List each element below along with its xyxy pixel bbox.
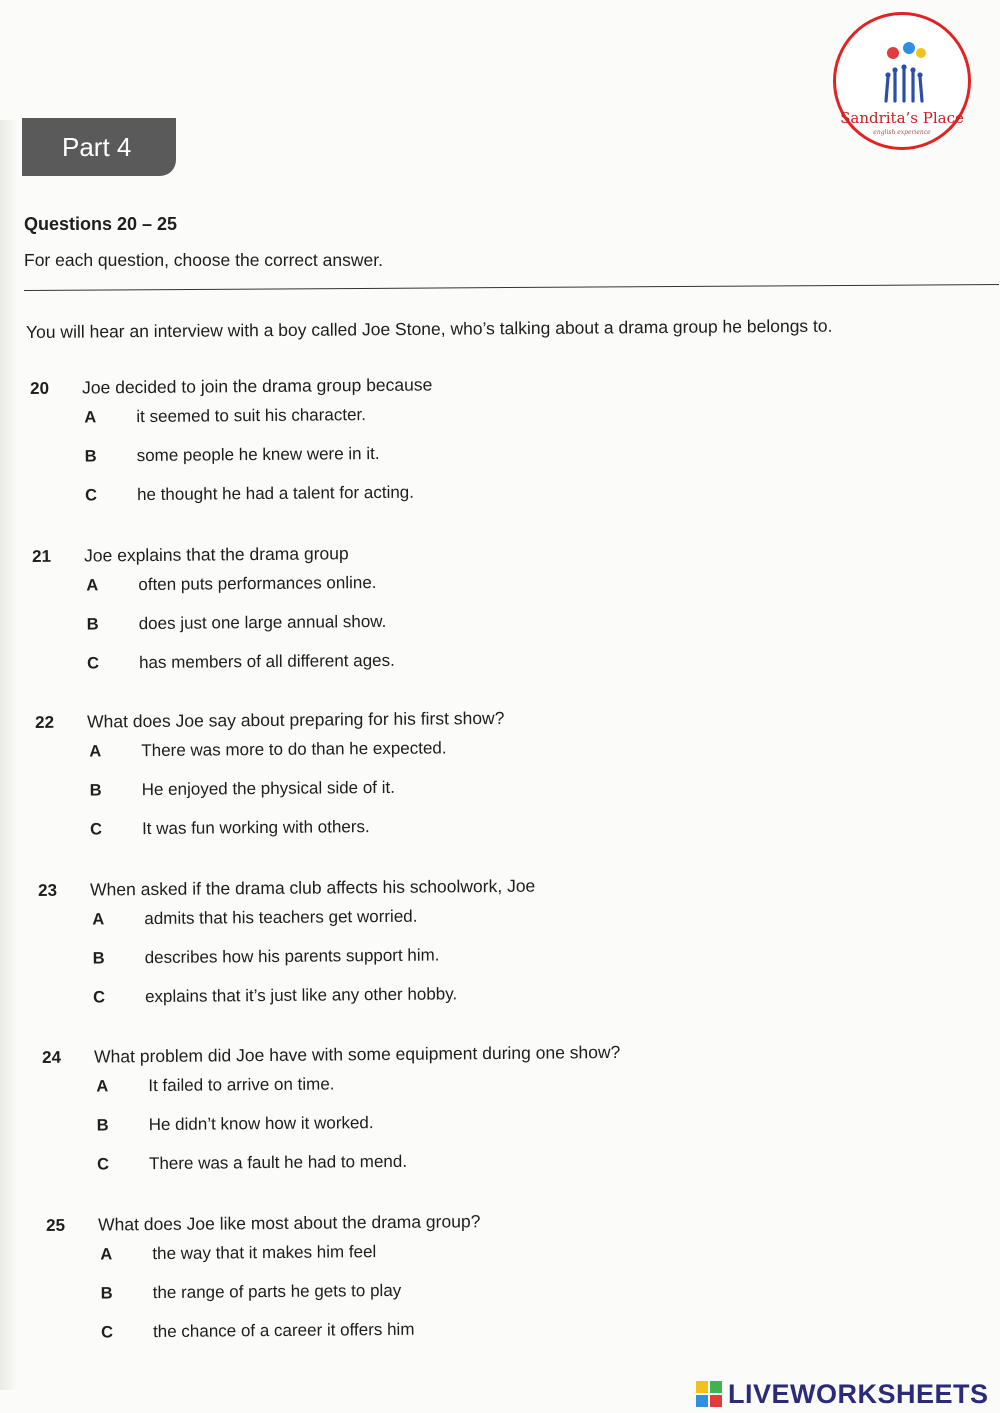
option-letter: B — [92, 949, 105, 968]
part-label: Part 4 — [22, 118, 176, 176]
answer-option-c[interactable] — [47, 1315, 947, 1362]
option-text: some people he knew were in it. — [136, 443, 380, 466]
logo-tagline: english experience — [873, 129, 931, 136]
question-20 — [30, 370, 931, 525]
intro-text: You will hear an interview with a boy called Joe Stone, who’s talking about a drama group he belongs to. — [25, 315, 833, 342]
scan-shadow — [0, 120, 18, 1390]
option-text: the range of parts he gets to play — [152, 1280, 402, 1303]
option-text: He enjoyed the physical side of it. — [141, 777, 396, 800]
option-text: does just one large annual show. — [138, 611, 387, 634]
option-text: admits that his teachers get worried. — [144, 906, 418, 929]
question-text: Joe decided to join the drama group because — [81, 374, 433, 398]
option-letter: C — [100, 1323, 114, 1342]
question-21 — [32, 538, 933, 693]
question-text: What problem did Joe have with some equipment during one show? — [93, 1041, 621, 1067]
liveworksheets-watermark — [696, 1376, 989, 1412]
liveworksheets-text: LIVEWORKSHEETS — [728, 1378, 989, 1409]
option-text: It failed to arrive on time. — [148, 1074, 335, 1096]
liveworksheets-icon — [696, 1381, 722, 1407]
question-number: 24 — [42, 1047, 62, 1067]
option-text: There was a fault he had to mend. — [148, 1151, 408, 1174]
question-25 — [46, 1207, 947, 1362]
question-number: 20 — [30, 378, 50, 398]
option-letter: B — [89, 781, 102, 800]
option-letter: A — [89, 742, 102, 761]
option-letter: A — [100, 1245, 113, 1264]
option-letter: B — [100, 1284, 113, 1303]
option-text: he thought he had a talent for acting. — [136, 482, 415, 505]
option-letter: B — [86, 615, 99, 634]
option-text: often puts performances online. — [138, 572, 377, 595]
option-text: It was fun working with others. — [141, 817, 370, 839]
option-letter: B — [84, 447, 97, 466]
question-number: 25 — [46, 1215, 66, 1235]
questions-range-heading: Questions 20 – 25 — [24, 214, 178, 234]
option-letter: C — [86, 654, 100, 673]
option-text: explains that it’s just like any other hobby. — [144, 984, 458, 1007]
question-text: What does Joe like most about the drama group? — [97, 1211, 481, 1235]
option-text: There was more to do than he expected. — [141, 738, 447, 761]
raised-hands-icon — [876, 41, 932, 105]
question-number: 22 — [35, 712, 55, 732]
option-text: He didn’t know how it worked. — [148, 1113, 374, 1135]
option-text: has members of all different ages. — [138, 650, 395, 673]
answer-option-c[interactable] — [36, 812, 936, 859]
question-22 — [35, 704, 936, 859]
answer-option-c[interactable] — [33, 646, 933, 693]
question-number: 21 — [32, 546, 52, 566]
option-text: it seemed to suit his character. — [136, 405, 367, 427]
option-letter: B — [96, 1116, 109, 1135]
option-letter: C — [96, 1155, 110, 1174]
option-text: describes how his parents support him. — [144, 945, 440, 968]
option-letter: C — [89, 820, 103, 839]
question-text: Joe explains that the drama group — [83, 543, 349, 566]
answer-option-c[interactable] — [43, 1147, 943, 1194]
answer-option-c[interactable] — [31, 478, 931, 525]
answer-option-c[interactable] — [39, 980, 939, 1027]
option-letter: A — [92, 910, 105, 929]
question-text: When asked if the drama club affects his schoolwork, Joe — [89, 875, 536, 900]
divider-line — [24, 284, 999, 291]
question-23 — [38, 872, 939, 1027]
sandritas-place-logo — [833, 12, 971, 150]
question-24 — [42, 1039, 943, 1194]
option-text: the way that it makes him feel — [152, 1242, 377, 1264]
option-letter: C — [92, 988, 106, 1007]
option-letter: A — [84, 408, 97, 427]
option-letter: A — [96, 1077, 109, 1096]
option-letter: C — [84, 486, 98, 505]
option-letter: A — [86, 576, 99, 595]
question-text: What does Joe say about preparing for his first show? — [86, 707, 505, 732]
question-number: 23 — [38, 880, 58, 900]
instruction-text: For each question, choose the correct answer. — [24, 250, 383, 270]
logo-name: Sandrita’s Place — [840, 109, 964, 127]
option-text: the chance of a career it offers him — [152, 1319, 415, 1342]
